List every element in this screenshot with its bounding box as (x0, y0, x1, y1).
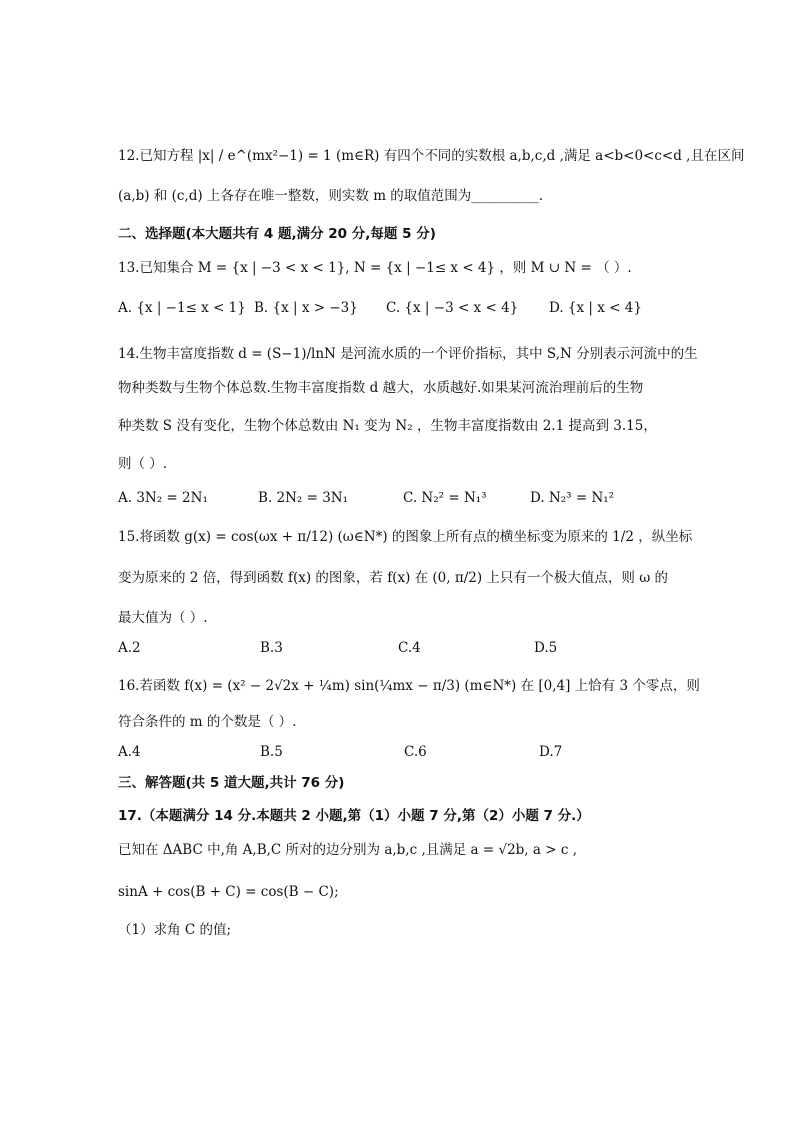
q16-options (118, 742, 678, 762)
q16-line-2: 符合条件的 m 的个数是（ ）. (118, 714, 297, 730)
q15-option-a: A.2 (118, 640, 141, 656)
q14-options (118, 488, 678, 508)
q17-line-1: 已知在 ΔABC 中,角 A,B,C 所对的边分别为 a,b,c ,且满足 a = √2b, a > c , (118, 842, 577, 858)
q13-option-a: A. {x | −1≤ x < 1} (118, 300, 246, 316)
q14-option-d: D. N₂³ = N₁² (530, 490, 615, 506)
q16-line-1: 16.若函数 f(x) = (x² − 2√2x + ¼m) sin(¼mx − π/3) (m∈N*) 在 [0,4] 上恰有 3 个零点，则 (118, 678, 700, 694)
q17-line-2: sinA + cos(B + C) = cos(B − C); (118, 884, 339, 900)
q17-subquestion-1: （1）求角 C 的值; (118, 922, 232, 938)
section-2-heading: 二、选择题(本大题共有 4 题,满分 20 分,每题 5 分) (118, 226, 436, 242)
q15-option-b: B.3 (260, 640, 283, 656)
section-3-heading: 三、解答题(共 5 道大题,共计 76 分) (118, 775, 345, 791)
q14-line-4: 则（ ）. (118, 456, 168, 472)
q16-option-b: B.5 (260, 744, 283, 760)
q13-option-d: D. {x | x < 4} (549, 300, 642, 316)
q13-option-b: B. {x | x > −3} (254, 300, 358, 316)
q16-option-a: A.4 (118, 744, 141, 760)
q15-option-c: C.4 (398, 640, 421, 656)
q13-options (118, 298, 678, 318)
q12-line-2: (a,b) 和 (c,d) 上各存在唯一整数，则实数 m 的取值范围为__________. (118, 188, 544, 204)
q14-line-2: 物种类数与生物个体总数.生物丰富度指数 d 越大，水质越好.如果某河流治理前后的生物 (118, 380, 644, 396)
q14-option-c: C. N₂² = N₁³ (403, 490, 487, 506)
q13-option-c: C. {x | −3 < x < 4} (386, 300, 519, 316)
q15-line-3: 最大值为（ ）. (118, 610, 208, 626)
q14-line-3: 种类数 S 没有变化，生物个体总数由 N₁ 变为 N₂ ，生物丰富度指数由 2.1 提高到 3.15， (118, 418, 657, 434)
q12-line-1: 12.已知方程 |x| / e^(mx²−1) = 1 (m∈R) 有四个不同的实数根 a,b,c,d ,满足 a<b<0<c<d ,且在区间 (118, 148, 745, 164)
q17-heading: 17.（本题满分 14 分.本题共 2 小题,第（1）小题 7 分,第（2）小题 7 分.） (118, 808, 590, 824)
q13-stem: 13.已知集合 M = {x | −3 < x < 1}, N = {x | −1≤ x < 4} ，则 M ∪ N = （ ）. (118, 260, 632, 276)
q16-option-d: D.7 (539, 744, 563, 760)
q14-line-1: 14.生物丰富度指数 d = (S−1)/lnN 是河流水质的一个评价指标，其中 S,N 分别表示河流中的生 (118, 346, 698, 362)
q15-options (118, 638, 678, 658)
q15-line-1: 15.将函数 g(x) = cos(ωx + π/12) (ω∈N*) 的图象上所有点的横坐标变为原来的 1/2 ，纵坐标 (118, 529, 693, 545)
q14-option-a: A. 3N₂ = 2N₁ (118, 490, 208, 506)
q14-option-b: B. 2N₂ = 3N₁ (258, 490, 349, 506)
q15-line-2: 变为原来的 2 倍，得到函数 f(x) 的图象，若 f(x) 在 (0, π/2) 上只有一个极大值点，则 ω 的 (118, 570, 669, 586)
q15-option-d: D.5 (534, 640, 558, 656)
q16-option-c: C.6 (404, 744, 427, 760)
